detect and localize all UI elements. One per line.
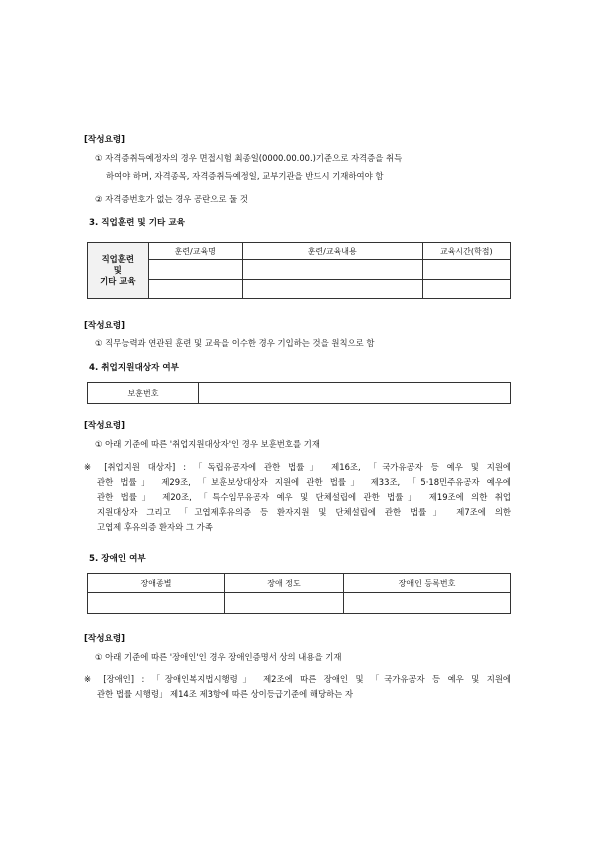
remark-line: 고엽제 후유의증 환자와 그 가족 (97, 522, 213, 532)
disability-reg-number-cell[interactable] (344, 593, 511, 614)
note-item: ① 아래 기준에 따른 '장애인'인 경우 장애인증명서 상의 내용을 기재 (95, 652, 342, 662)
remark-line: ※ [장애인] : 「장애인복지법시행령」 제2조에 따른 장애인 및 「국가유공자 등 예우 및 지원에 (84, 674, 511, 684)
col-header-training-hours: 교육시간(학점) (422, 243, 510, 260)
note-item: ① 자격증취득예정자의 경우 면접시험 최종일(0000.00.00.)기준으로 자격증을 취득 (95, 153, 403, 163)
remark-line: ※ [취업지원 대상자] : 「독립유공자에 관한 법률」 제16조, 「국가유공자 등 예우 및 지원에 (84, 462, 511, 472)
veteran-number-label: 보훈번호 (88, 383, 199, 404)
remark-line: 관한 법률 시행령」 제14조 제3항에 따른 상이등급기준에 해당하는 자 (97, 689, 354, 699)
disability-table (87, 573, 511, 614)
remark-block (84, 673, 511, 700)
section-title: 5. 장애인 여부 (89, 554, 146, 564)
remark-line: 관한 법률」 제29조, 「보훈보상대상자 지원에 관한 법률」 제33조, 「5·18민주유공자 예우에 (97, 477, 511, 487)
remark-block (84, 461, 511, 533)
note-item-continuation: 하여야 하며, 자격종목, 자격증취득예정일, 교부기관을 반드시 기재하여야 함 (106, 171, 384, 181)
note-heading: [작성요령] (84, 421, 126, 431)
training-hours-cell[interactable] (422, 260, 510, 280)
disability-type-cell[interactable] (88, 593, 225, 614)
training-name-cell[interactable] (148, 260, 242, 280)
note-heading: [작성요령] (84, 135, 126, 145)
training-content-cell[interactable] (242, 280, 422, 299)
remark-line: 지원대상자 그리고 「고엽제후유의증 등 환자지원 및 단체설립에 관한 법률」 제7조에 의한 (97, 507, 511, 517)
training-row-header: 직업훈련 및 기타 교육 (88, 243, 149, 299)
veteran-table (87, 382, 511, 404)
training-name-cell[interactable] (148, 280, 242, 299)
note-item: ① 아래 기준에 따른 '취업지원대상자'인 경우 보훈번호를 기재 (95, 439, 320, 449)
training-content-cell[interactable] (242, 260, 422, 280)
col-header-training-content: 훈련/교육내용 (242, 243, 422, 260)
note-heading: [작성요령] (84, 634, 126, 644)
note-heading: [작성요령] (84, 321, 126, 331)
training-hours-cell[interactable] (422, 280, 510, 299)
col-header-training-name: 훈련/교육명 (148, 243, 242, 260)
col-header-disability-reg-number: 장애인 등록번호 (344, 574, 511, 593)
training-table (87, 242, 511, 299)
disability-degree-cell[interactable] (225, 593, 344, 614)
veteran-number-cell[interactable] (199, 383, 511, 404)
note-item: ① 직무능력과 연관된 훈련 및 교육을 이수한 경우 기입하는 것을 원칙으로 함 (95, 338, 375, 348)
remark-line: 관한 법률」 제20조, 「특수임무유공자 예우 및 단체설립에 관한 법률」 제19조에 의한 취업 (97, 492, 511, 502)
note-item: ② 자격증번호가 없는 경우 공란으로 둘 것 (95, 194, 248, 204)
col-header-disability-type: 장애종별 (88, 574, 225, 593)
col-header-disability-degree: 장애 정도 (225, 574, 344, 593)
section-title: 3. 직업훈련 및 기타 교육 (89, 218, 185, 228)
section-title: 4. 취업지원대상자 여부 (89, 363, 179, 373)
